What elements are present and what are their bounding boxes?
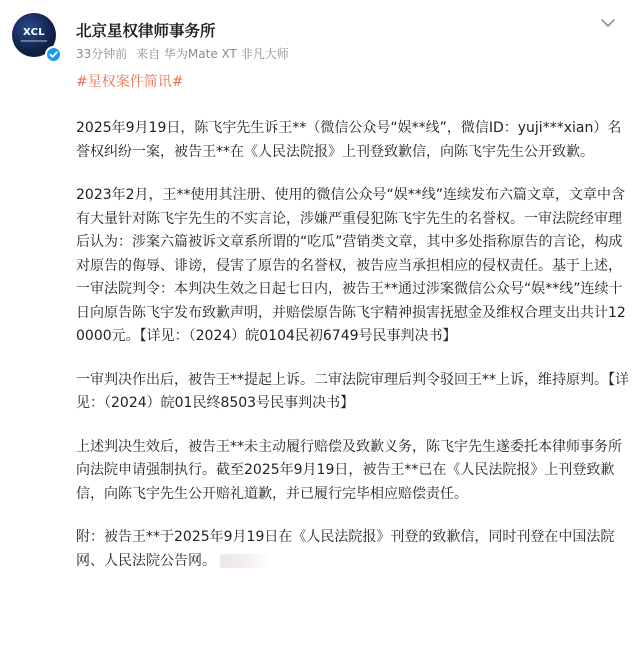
post-paragraph-text: 附：被告王**于2025年9月19日在《人民法院报》刊登的致歉信，同时刊登在中国法院网、人民法院公告网。 xyxy=(76,529,615,569)
chevron-down-icon[interactable] xyxy=(600,14,616,26)
post-time[interactable]: 33分钟前 xyxy=(76,47,128,61)
post-meta xyxy=(76,45,294,62)
image-thumbnail-preview[interactable] xyxy=(220,554,270,568)
topic-hashtag-link[interactable]: #星权案件简讯# xyxy=(76,74,184,90)
post-paragraph: 2023年2月，王**使用其注册、使用的微信公众号“娱**线”连续发布六篇文章，文章中含有大量针对陈飞宇先生的不实言论，涉嫌严重侵犯陈飞宇先生的名誉权。一审法院经审理后认为：涉案六篇被诉文章系所谓的“吃瓜”营销类文章，其中多处指称原告的言论，构成对原告的侮辱、诽谤，侵害了原告的名誉权，被告应当承担相应的侵权责任。基于上述，一审法院判令：本判决生效之日起七日内，被告王**通过涉案微信公众号“娱**线”连续十日向原告陈飞宇发布致歉声明，并赔偿原告陈飞宇精神损害抚慰金及维权合理支出共计120000元。【详见：（2024）皖0104民初6749号民事判决书】 xyxy=(76,187,626,344)
post-paragraph: 2025年9月19日，陈飞宇先生诉王**（微信公众号“娱**线”，微信ID：yuji***xian）名誉权纠纷一案，被告王**在《人民法院报》上刊登致歉信，向陈飞宇先生公开致歉。 xyxy=(76,120,622,160)
avatar-logo-underline xyxy=(21,40,47,42)
post-paragraph: 一审判决作出后，被告王**提起上诉。二审法院审理后判令驳回王**上诉，维持原判。【详见：（2024）皖01民终8503号民事判决书】 xyxy=(76,371,629,411)
post-paragraph: 上述判决生效后，被告王**未主动履行赔偿及致歉义务，陈飞宇先生遂委托本律师事务所向法院申请强制执行。截至2025年9月19日，被告王**已在《人民法院报》上刊登致歉信，向陈飞宇先生公开赔礼道歉，并已履行完毕相应赔偿责任。 xyxy=(76,438,622,502)
account-name[interactable]: 北京星权律师事务所 xyxy=(76,22,216,40)
post-content xyxy=(76,117,632,573)
post-paragraph-last xyxy=(76,526,632,573)
post-source: 来自 华为Mate XT 非凡大师 xyxy=(136,47,289,61)
verified-badge-icon xyxy=(45,46,62,63)
avatar-logo-text: XCL xyxy=(23,27,45,38)
